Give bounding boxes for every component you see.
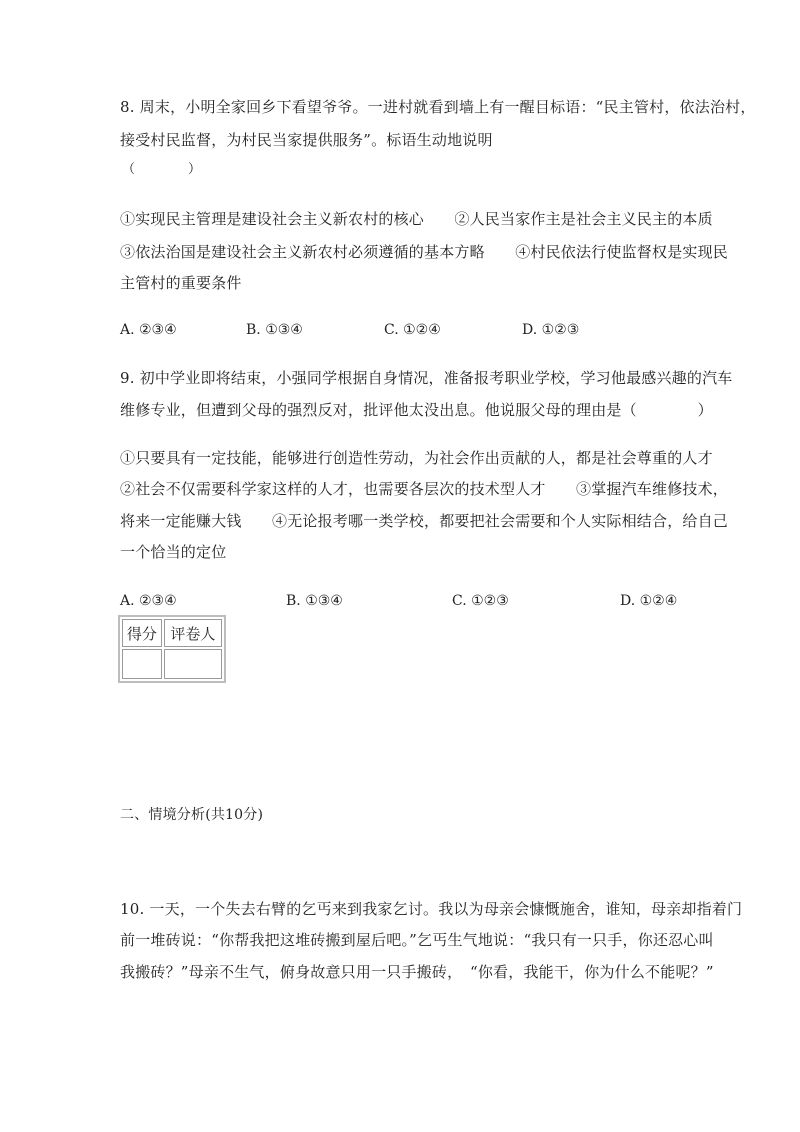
q9-statement-4-cont: 一个恰当的定位	[120, 543, 227, 561]
score-header: 得分	[122, 619, 162, 647]
section-heading: 二、情境分析(共10分)	[120, 807, 264, 823]
q8-answer-paren: （ ）	[122, 162, 202, 177]
q9-stem-line1: 9. 初中学业即将结束，小强同学根据自身情况，准备报考职业学校，学习他最感兴趣的汽车	[120, 369, 733, 387]
q8-option-b: B. ①③④	[246, 322, 303, 338]
q9-stem-line2: 维修专业，但遭到父母的强烈反对，批评他太没出息。他说服父母的理由是（ ）	[120, 401, 713, 419]
q8-statement-3-4: ③依法治国是建设社会主义新农村必须遵循的基本方略 ④村民依法行使监督权是实现民	[120, 243, 729, 261]
score-table	[118, 615, 226, 683]
q9-option-a: A. ②③④	[120, 593, 177, 609]
q10-line3: 我搬砖？”母亲不生气，俯身故意只用一只手搬砖， “你看，我能干，你为什么不能呢？”	[120, 963, 714, 981]
q10-line1: 10. 一天，一个失去右臂的乞丐来到我家乞讨。我以为母亲会慷慨施舍，谁知，母亲却指着门	[120, 900, 743, 918]
q9-option-b: B. ①③④	[286, 593, 343, 609]
grader-cell[interactable]	[164, 649, 222, 679]
q8-option-d: D. ①②③	[522, 322, 580, 338]
score-cell[interactable]	[122, 649, 162, 679]
q9-statement-3-4: 将来一定能赚大钱 ④无论报考哪一类学校，都要把社会需要和个人实际相结合，给自己	[120, 512, 729, 530]
q10-line2: 前一堆砖说：“你帮我把这堆砖搬到屋后吧。”乞丐生气地说：“我只有一只手，你还忍心叫	[120, 931, 714, 949]
q8-statement-4-cont: 主管村的重要条件	[120, 274, 242, 292]
q9-statement-1: ①只要具有一定技能，能够进行创造性劳动，为社会作出贡献的人，都是社会尊重的人才	[120, 449, 713, 467]
q8-stem-line2: 接受村民监督，为村民当家提供服务”。标语生动地说明	[120, 131, 493, 149]
q8-statement-1-2: ①实现民主管理是建设社会主义新农村的核心 ②人民当家作主是社会主义民主的本质	[120, 210, 713, 228]
q9-option-c: C. ①②③	[452, 593, 509, 609]
q9-option-d: D. ①②④	[620, 593, 678, 609]
q8-stem-line1: 8. 周末，小明全家回乡下看望爷爷。一进村就看到墙上有一醒目标语：“民主管村，依法治村，	[120, 98, 756, 116]
q9-statement-2-3: ②社会不仅需要科学家这样的人才，也需要各层次的技术型人才 ③掌握汽车维修技术，	[120, 480, 729, 498]
grader-header: 评卷人	[164, 619, 222, 647]
q8-option-c: C. ①②④	[384, 322, 441, 338]
q8-option-a: A. ②③④	[120, 322, 177, 338]
